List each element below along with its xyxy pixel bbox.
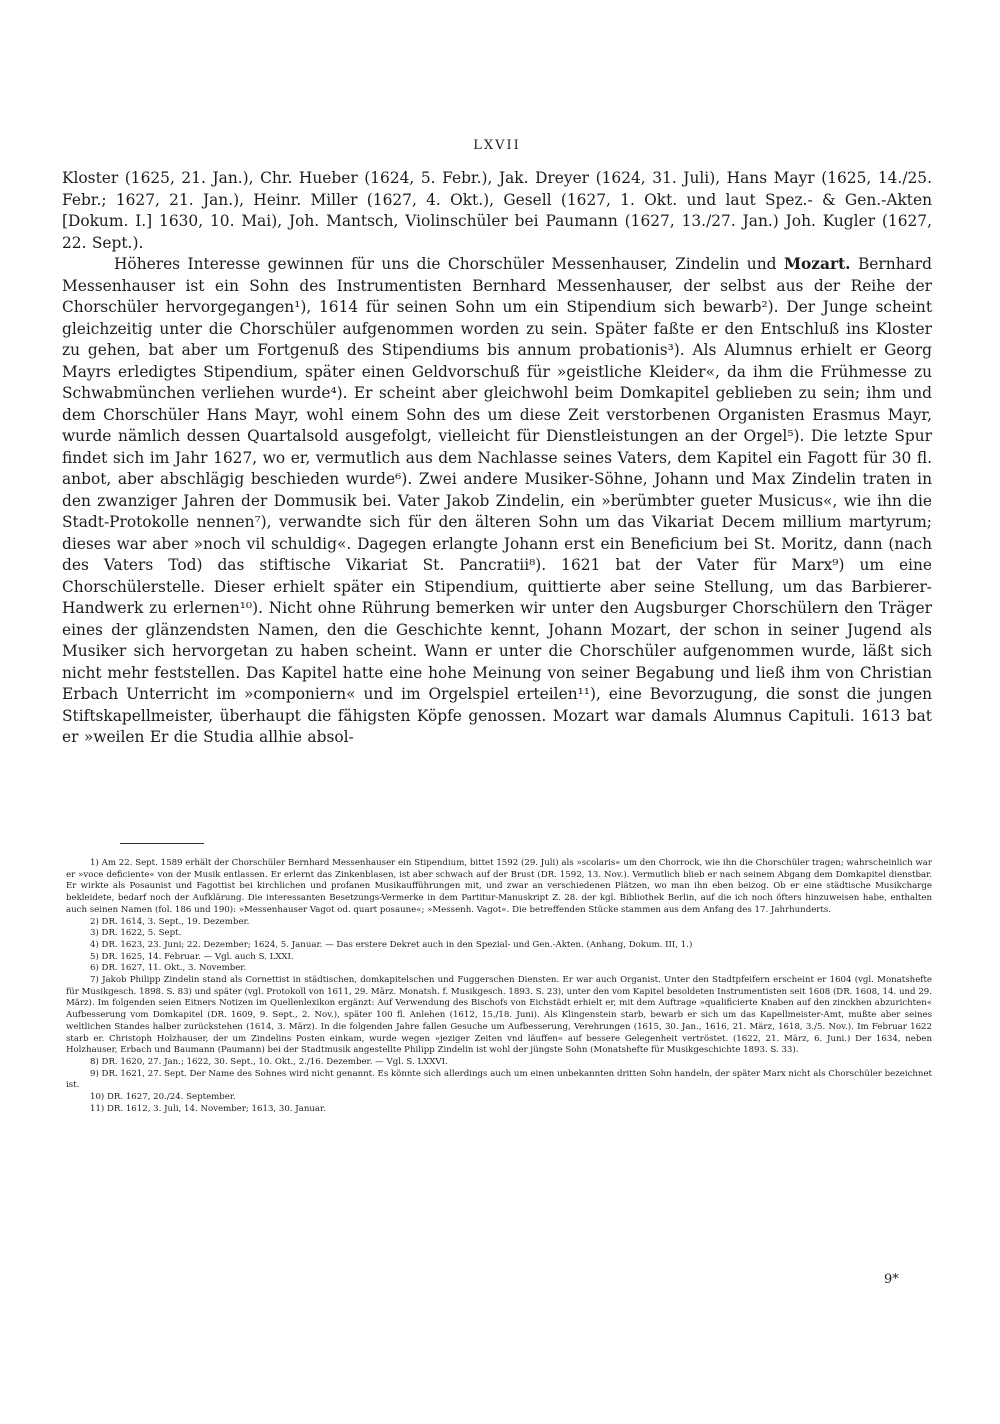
footnote-divider	[120, 843, 204, 844]
footnote-3: 3) DR. 1622, 5. Sept.	[90, 928, 182, 939]
footnote-9: 9) DR. 1621, 27. Sept. Der Name des Sohnes wird nicht genannt. Es könnte sich allerdings auch um einen unbekannten dritten Sohn handeln, der später Marx nicht als Chorschüler bezeichnet ist.	[66, 1068, 932, 1091]
footnote-5: 5) DR. 1625, 14. Februar. — Vgl. auch S. LXXI.	[90, 951, 294, 962]
paragraph-2-rest: Bernhard Messenhauser ist ein Sohn des Instrumentisten Bernhard Messenhauser, der selbst aus der Reihe der Chorschüler hervorgegangen¹), 1614 für seinen Sohn um ein Stipendium sich bewarb²). Der Junge scheint gleichzeitig unter die Chorschüler aufgenommen worden zu sein. Später faßte er den Entschluß ins Kloster zu gehen, bat aber um Fortgenuß des Stipendiums bis annum probationis³). Als Alumnus erhielt er Georg Mayrs erledigtes Stipendium, später einen Geldvorschuß für »geistliche Kleider«, da ihm die Frühmesse zu Schwabmünchen verliehen wurde⁴). Er scheint aber gleichwohl beim Domkapitel geblieben zu sein; ihm und dem Chorschüler Hans Mayr, wohl einem Sohn des um diese Zeit verstorbenen Organisten Erasmus Mayr, wurde nämlich dessen Quartalsold ausgefolgt, vielleicht für Dienstleistungen an der Orgel⁵). Die letzte Spur findet sich im Jahr 1627, wo er, vermutlich aus dem Nachlasse seines Vaters, dem Kapitel ein Fagott für 30 fl. anbot, aber abschlägig beschieden wurde⁶). Zwei andere Musiker-Söhne, Johann und Max Zindelin traten in den zwanziger Jahren der Dommusik bei. Vater Jakob Zindelin, ein »berümbter gueter Musicus«, wie ihn die Stadt-Protokolle nennen⁷), verwandte sich für den älteren Sohn um das Vikariat Decem millium martyrum; dieses war aber »noch vil schuldig«. Dagegen erlangte Johann erst ein Beneficium bei St. Moritz, dann (nach des Vaters Tod) das stiftische Vikariat St. Pancratii⁸). 1621 bat der Vater für Marx⁹) um eine Chorschülerstelle. Dieser erhielt später ein Stipendium, quittierte aber seine Stellung, um das Barbierer-Handwerk zu erlernen¹⁰). Nicht ohne Rührung bemerken wir unter den Augsburger Chorschülern den Träger eines der glänzendsten Namen, den die Geschichte kennt, Johann Mozart, der schon in seiner Jugend als Musiker sich hervorgetan zu haben scheint. Wann er unter die Chorschüler aufgenommen wurde, läßt sich nicht mehr feststellen. Das Kapitel hatte eine hohe Meinung von seiner Begabung und ließ ihm von Christian Erbach Unterricht im »componiern« und im Orgelspiel erteilen¹¹), eine Bevorzugung, die sonst die jungen Stiftskapellmeister, überhaupt die fähigsten Köpfe genossen. Mozart war damals Alumnus Capituli. 1613 bat er »weilen Er die Studia allhie absol-	[62, 255, 932, 746]
footnote-6: 6) DR. 1627, 11. Okt., 3. November.	[90, 963, 247, 974]
document-page	[62, 0, 932, 1424]
footnote-1: 1) Am 22. Sept. 1589 erhält der Chorschüler Bernhard Messenhauser ein Stipendium, bittet 1592 (29. Juli) als »scolaris« um den Chorrock, wie ihn die Chorschüler tragen; wahrscheinlich war er »voce deficiente« von der Musik entlassen. Er erlernt das Zinkenblasen, ist aber schwach auf der Brust (DR. 1592, 13. Nov.). Vermutlich blieb er nach seinem Abgang dem Domkapitel dienstbar. Er wirkte als Posaunist und Fagottist bei kirchlichen und profanen Musikaufführungen mit, und zwar an verschiedenen Plätzen, wo man ihn eben beizog. Ob er eine städtische Musikcharge bekleidete, bedarf noch der Aufklärung. Die interessanten Besetzungs-Vermerke in dem Partitur-Manuskript Z. 28. der kgl. Bibliothek Berlin, auf die ich noch öfters hinzuweisen habe, enthalten auch seinen Namen (fol. 186 und 190): »Messenhauser Vagot od. quart posaune«; »Messenh. Vagot«. Die betreffenden Stücke stammen aus dem Anfang des 17. Jahrhunderts.	[66, 858, 932, 915]
footnote-7: 7) Jakob Philipp Zindelin stand als Cornettist in städtischen, domkapitelschen und Fuggerschen Diensten. Er war auch Organist. Unter den Stadtpfeifern erscheint er 1604 (vgl. Monatshefte für Musikgesch. 1898. S. 83) und später (vgl. Protokoll von 1611, 29. März. Monatsh. f. Musikgesch. 1893. S. 23), unter den vom Kapitel besoldeten Instrumentisten seit 1608 (DR. 1608, 14. und 29. März). Im folgenden seien Eitners Notizen im Quellenlexikon ergänzt: Auf Verwendung des Bischofs von Eichstädt erhielt er, mit dem Auftrage »qualificierte Knaben auf den zinckhen abzurichten« Aufbesserung vom Domkapitel (DR. 1609, 9. Sept., 2. Nov.), später 100 fl. Anlehen (1612, 15./18. Juni). Als Klingenstein starb, bewarb er sich um das Kapellmeister-Amt, mußte aber seines weltlichen Standes halber zurückstehen (1614, 3. März). In die folgenden Jahre fallen Gesuche um Aufbesserung, Verehrungen (1615, 30. Jan., 1616, 21. März, 1618, 3./5. Nov.). Im Februar 1622 starb er. Christoph Holzhauser, der um Zindelins Posten einkam, wurde wegen »jeziger Zeiten vnd läuffen« auf bessere Gelegenheit vertröstet. (1622, 21. März, 6. Juni.) Der 1634, neben Holzhauser, Erbach und Baumann (Paumann) bei der Stadtmusik angestellte Philipp Zindelin ist wohl der jüngste Sohn (Monatshefte für Musikgeschichte 1893. S. 33).	[66, 975, 932, 1056]
paragraph-2-start: Höheres Interesse gewinnen für uns die Chorschüler Messenhauser, Zindelin und	[114, 255, 784, 273]
footnote-4: 4) DR. 1623, 23. Juni; 22. Dezember; 1624, 5. Januar. — Das erstere Dekret auch in den Spezial- und Gen.-Akten. (Anhang, Dokum. III, 1.)	[90, 939, 693, 950]
footnote-8: 8) DR. 1620, 27. Jan.; 1622, 30. Sept., 10. Okt., 2./16. Dezember. — Vgl. S. LXXVI.	[90, 1056, 448, 1067]
page-number: LXVII	[473, 138, 521, 153]
paragraph-1: Kloster (1625, 21. Jan.), Chr. Hueber (1624, 5. Febr.), Jak. Dreyer (1624, 31. Juli), Hans Mayr (1625, 14./25. Febr.; 1627, 21. Jan.), Heinr. Miller (1627, 4. Okt.), Gesell (1627, 1. Okt. und laut Spez.- & Gen.-Akten [Dokum. I.] 1630, 10. Mai), Joh. Mantsch, Violinschüler bei Paumann (1627, 13./27. Jan.) Joh. Kugler (1627, 22. Sept.).	[62, 169, 932, 252]
signature-mark: 9*	[884, 1272, 899, 1287]
footnote-11: 11) DR. 1612, 3. Juli, 14. November; 1613, 30. Januar.	[90, 1103, 326, 1114]
mozart-bold: Mozart.	[783, 255, 851, 273]
footnotes	[66, 858, 932, 1115]
footnote-10: 10) DR. 1627, 20./24. September.	[90, 1092, 236, 1103]
paragraph-2	[62, 254, 932, 749]
main-text	[62, 168, 932, 749]
footnote-2: 2) DR. 1614, 3. Sept., 19. Dezember.	[90, 916, 250, 927]
